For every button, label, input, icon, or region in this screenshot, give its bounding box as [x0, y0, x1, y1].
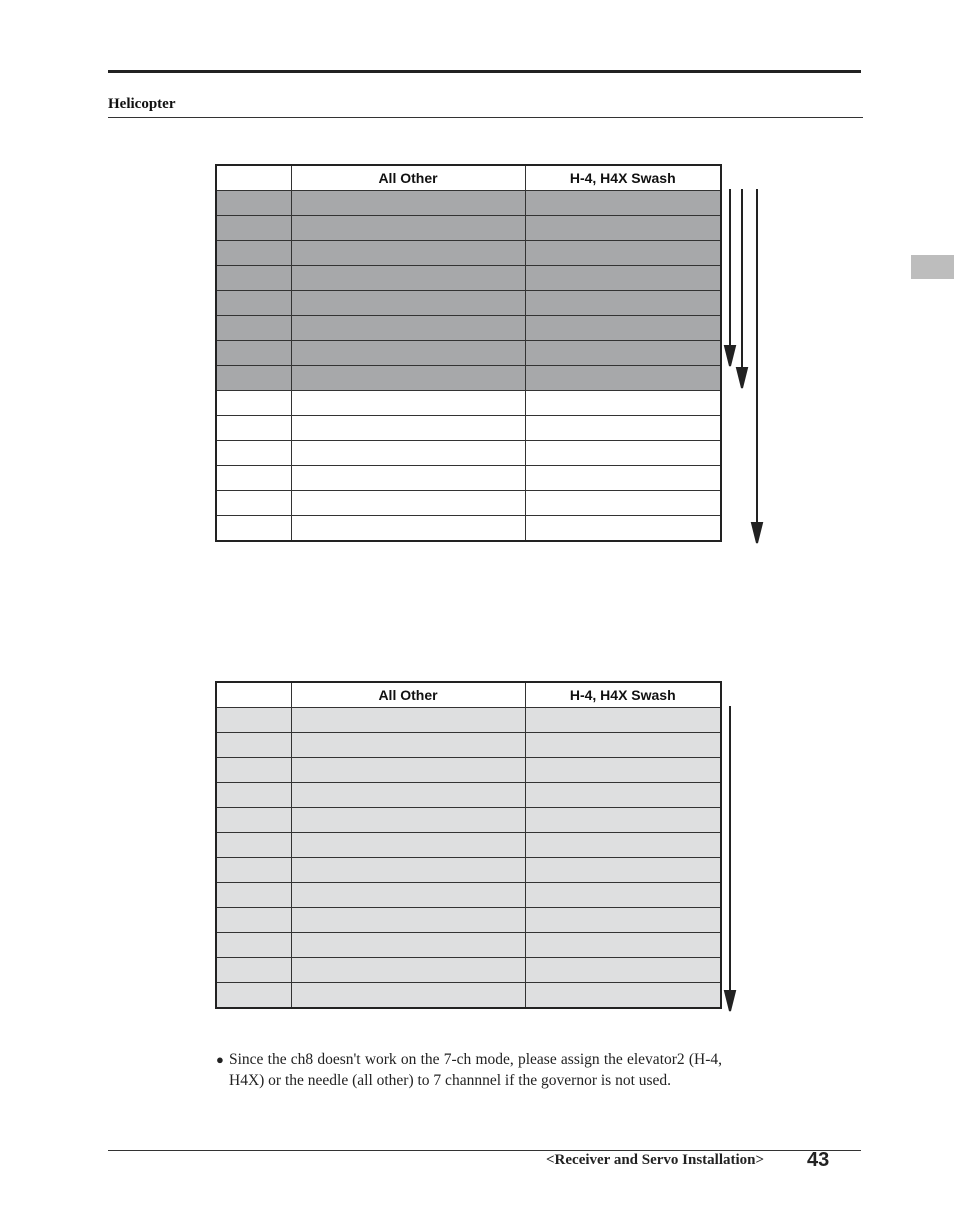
- section-title: Helicopter: [108, 96, 176, 112]
- arrow-head-3: [752, 523, 762, 543]
- footer-rule: [108, 1150, 861, 1151]
- table-header-cell: H-4, H4X Swash: [525, 682, 721, 708]
- arrow-head-1: [725, 346, 735, 366]
- table-header-cell: H-4, H4X Swash: [525, 165, 721, 191]
- note-text: Since the ch8 doesn't work on the 7-ch mode, please assign the elevator2 (H-4, H4X) or the needle (all other) to 7 channnel if the governor is not used.: [229, 1051, 722, 1089]
- table-header-cell: All Other: [291, 682, 525, 708]
- arrow-head-4: [725, 991, 735, 1011]
- page-number: 43: [807, 1149, 830, 1171]
- table-header-cell: All Other: [291, 165, 525, 191]
- arrow-head-2: [737, 368, 747, 388]
- bullet-icon: ●: [216, 1052, 224, 1067]
- footer-section-label: <Receiver and Servo Installation>: [546, 1152, 765, 1168]
- note-paragraph: [216, 1049, 722, 1091]
